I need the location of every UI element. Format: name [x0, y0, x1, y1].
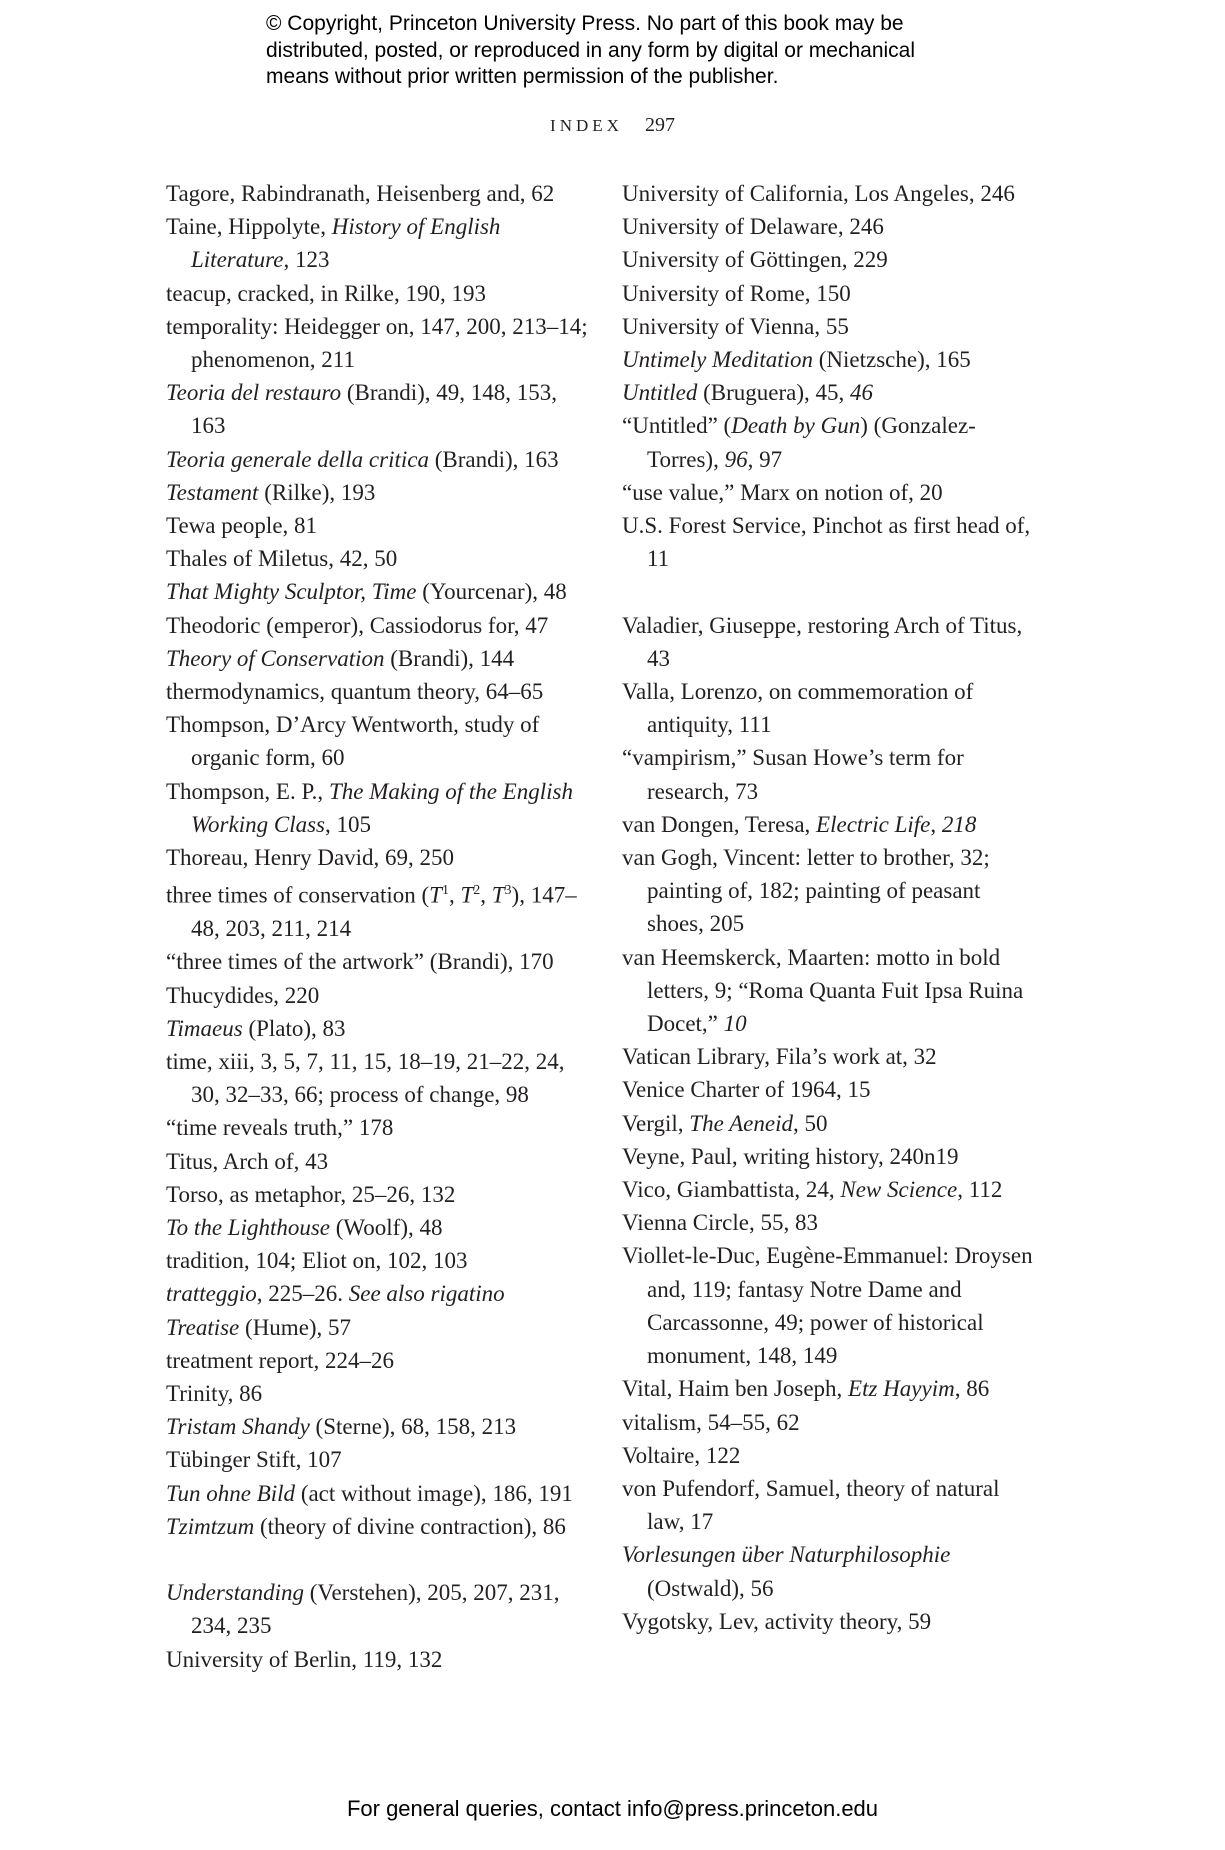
index-entry-text: University of Göttingen, 229 — [622, 247, 888, 273]
index-entry-text: , 123 — [283, 247, 330, 273]
index-entry-text: Thoreau, Henry David, 69, 250 — [166, 845, 455, 871]
index-entry — [622, 1206, 1042, 1239]
index-entry-text: Theodoric (emperor), Cassiodorus for, 47 — [166, 612, 549, 638]
index-entry — [622, 1439, 1042, 1472]
index-entry-text: (Sterne), 68, 158, 213 — [309, 1414, 517, 1440]
index-entry — [622, 675, 1042, 741]
index-entry-text: three times of conservation ( — [166, 882, 430, 908]
index-entry-text: vitalism, 54–55, 62 — [622, 1409, 800, 1435]
index-entry-text: Tewa people, 81 — [166, 513, 318, 539]
index-entry-text: , — [448, 882, 461, 908]
index-entry-text: van Gogh, Vincent: letter to brother, 32; painting of, 182; painting of peasant shoes, 205 — [622, 845, 990, 937]
section-gap — [166, 1543, 596, 1576]
index-entry-text: Valla, Lorenzo, on commemoration of antiquity, 111 — [622, 679, 974, 738]
index-entry-text: , 105 — [324, 811, 371, 837]
index-entry — [166, 1311, 596, 1344]
index-entry-text: Treatise — [166, 1314, 240, 1340]
index-entry — [166, 775, 596, 841]
index-entry — [166, 945, 596, 978]
index-entry-text: New Science — [840, 1177, 958, 1203]
index-entry — [622, 1173, 1042, 1206]
index-entry — [622, 741, 1042, 807]
index-entry-text: Vygotsky, Lev, activity theory, 59 — [622, 1608, 932, 1634]
index-entry — [166, 210, 596, 276]
index-entry-text: Veyne, Paul, writing history, 240n19 — [622, 1143, 959, 1169]
index-entry-text: Vatican Library, Fila’s work at, 32 — [622, 1044, 937, 1070]
index-entry-text: 96 — [724, 446, 748, 472]
running-head-title: INDEX — [550, 116, 623, 135]
index-entry-text: Thucydides, 220 — [166, 982, 320, 1008]
index-entry — [166, 1643, 596, 1676]
index-entry-text: “three times of the artwork” (Brandi), 170 — [166, 949, 554, 975]
index-entry-text: Titus, Arch of, 43 — [166, 1148, 329, 1174]
index-entry — [622, 277, 1042, 310]
index-entry-text: Vital, Haim ben Joseph, — [622, 1376, 849, 1402]
index-entry — [166, 310, 596, 376]
index-entry — [166, 609, 596, 642]
index-entry — [166, 1344, 596, 1377]
index-entry — [622, 1040, 1042, 1073]
index-entry-text: (theory of divine contraction), 86 — [254, 1513, 566, 1539]
index-entry — [166, 874, 596, 945]
index-entry-text: (Brandi), 144 — [384, 645, 515, 671]
copyright-line: means without prior written permission of the publisher. — [266, 65, 779, 88]
index-entry-text: (Yourcenar), 48 — [416, 579, 567, 605]
index-entry-text: Vienna Circle, 55, 83 — [622, 1210, 818, 1236]
index-entry — [166, 1377, 596, 1410]
index-entry — [166, 1277, 596, 1310]
index-entry — [622, 1605, 1042, 1638]
index-entry-text: University of Vienna, 55 — [622, 313, 849, 339]
index-entry — [166, 1178, 596, 1211]
index-entry-text: Teoria del restauro — [166, 380, 342, 406]
index-entry-text: University of Rome, 150 — [622, 280, 851, 306]
index-entry-text: Trinity, 86 — [166, 1380, 263, 1406]
index-entry-text: To the Lighthouse — [166, 1214, 331, 1240]
index-entry-text: See also rigatino — [348, 1281, 505, 1307]
index-entry — [622, 941, 1042, 1041]
index-entry-text: Thompson, D’Arcy Wentworth, study of organic form, 60 — [166, 712, 540, 771]
index-entry-text: Theory of Conservation — [166, 645, 385, 671]
index-entry-text: van Heemskerck, Maarten: motto in bold letters, 9; “Roma Quanta Fuit Ipsa Ruina Docet,” — [622, 944, 1024, 1037]
index-entry-text: , — [480, 882, 492, 908]
copyright-notice — [266, 11, 1006, 91]
index-entry-text: Vergil, — [622, 1110, 690, 1136]
index-entry — [166, 376, 596, 442]
footer-contact: For general queries, contact info@press.princeton.edu — [346, 1796, 879, 1821]
index-entry-text: University of Delaware, 246 — [622, 214, 884, 240]
index-entry — [622, 177, 1042, 210]
index-entry-text: , 112 — [957, 1177, 1003, 1203]
index-entry-text: Death by Gun — [731, 413, 861, 439]
index-entry — [622, 1107, 1042, 1140]
index-entry-text: Vico, Giambattista, 24, — [622, 1177, 841, 1203]
index-entry — [166, 277, 596, 310]
index-entry-text: Testament — [166, 479, 259, 505]
index-entry-text: 3 — [504, 883, 512, 899]
index-entry-text: Untitled — [622, 380, 698, 406]
index-entry-text: time, xiii, 3, 5, 7, 11, 15, 18–19, 21–22, 24, 30, 32–33, 66; process of change, 98 — [166, 1048, 565, 1108]
index-entry — [166, 642, 596, 675]
index-entry — [622, 1239, 1042, 1372]
index-entry — [622, 841, 1042, 941]
index-entry-text: ), 147–48, 203, 211, 214 — [191, 882, 577, 942]
index-entry-text: T — [491, 882, 505, 908]
index-entry — [622, 1406, 1042, 1439]
index-entry-text: van Dongen, Teresa, — [622, 811, 817, 837]
index-entry-text: tratteggio — [166, 1281, 257, 1307]
index-entry — [166, 675, 596, 708]
index-entry-text: The Making of the English Working Class — [191, 778, 573, 837]
index-entry — [166, 509, 596, 542]
index-entry-text: Tagore, Rabindranath, Heisenberg and, 62 — [166, 181, 555, 206]
copyright-line: distributed, posted, or reproduced in any form by digital or mechanical — [266, 38, 916, 62]
index-entry-text: Thales of Miletus, 42, 50 — [166, 546, 398, 572]
index-entry — [622, 210, 1042, 243]
index-entry — [622, 1538, 1042, 1604]
index-entry-text: (Brandi), 163 — [428, 446, 559, 472]
index-entry-text: (Hume), 57 — [239, 1314, 352, 1340]
index-entry-text: Tübinger Stift, 107 — [166, 1447, 342, 1473]
index-entry — [622, 1472, 1042, 1538]
index-entry — [166, 575, 596, 608]
index-entry-text: Taine, Hippolyte, — [166, 214, 332, 240]
index-entry-text: (Brandi), 49, 148, 153, 163 — [191, 380, 557, 439]
index-entry — [166, 476, 596, 509]
index-entry-text: temporality: Heidegger on, 147, 200, 213–14; phenomenon, 211 — [166, 313, 588, 373]
index-entry-text: History of English Literature — [191, 214, 501, 273]
index-entry — [166, 1145, 596, 1178]
index-entry-text: Timaeus — [166, 1015, 243, 1041]
index-column-left — [166, 177, 596, 1676]
index-entry-text: Voltaire, 122 — [622, 1442, 741, 1468]
index-entry-text: (Rilke), 193 — [258, 479, 376, 505]
index-entry-text: thermodynamics, quantum theory, 64–65 — [166, 679, 544, 705]
index-entry-text: , 225–26. — [256, 1281, 349, 1307]
index-entry — [622, 1372, 1042, 1405]
index-entry — [622, 409, 1042, 475]
index-entry-text: Venice Charter of 1964, 15 — [622, 1077, 871, 1103]
index-entry — [166, 1244, 596, 1277]
index-entry — [166, 1012, 596, 1045]
index-entry — [166, 542, 596, 575]
index-entry-text: Etz Hayyim — [848, 1376, 955, 1402]
index-entry-text: Vorlesungen über Naturphilosophie — [622, 1542, 951, 1568]
index-entry — [166, 1477, 596, 1510]
index-entry — [166, 1111, 596, 1144]
running-head — [0, 114, 1225, 137]
index-entry — [622, 243, 1042, 276]
index-entry-text: Understanding — [166, 1580, 304, 1606]
index-entry-text: Viollet-le-Duc, Eugène-Emmanuel: Droysen and, 119; fantasy Notre Dame and Carcassonne, 49; power of historical monument, 148, 149 — [622, 1243, 1033, 1369]
index-entry-text: Tristam Shandy — [166, 1414, 310, 1440]
index-entry — [166, 1211, 596, 1244]
index-entry-text: U.S. Forest Service, Pinchot as first head of, 11 — [622, 513, 1031, 572]
index-entry-text: (Ostwald), 56 — [647, 1575, 774, 1601]
index-entry-text: 218 — [941, 811, 977, 837]
index-entry — [622, 376, 1042, 409]
index-entry-text: 1 — [441, 883, 449, 899]
index-entry — [166, 708, 596, 774]
index-entry — [622, 609, 1042, 675]
index-entry — [166, 1410, 596, 1443]
index-entry-text: Thompson, E. P., — [166, 778, 329, 804]
index-entry-text: “time reveals truth,” 178 — [166, 1115, 394, 1141]
index-entry-text: Teoria generale della critica — [166, 446, 429, 472]
copyright-line: © Copyright, Princeton University Press. No part of this book may be — [266, 12, 904, 35]
index-entry — [622, 310, 1042, 343]
index-entry-text: (Nietzsche), 165 — [813, 347, 971, 373]
index-entry-text: 2 — [473, 883, 481, 899]
index-entry-text: (Plato), 83 — [242, 1015, 346, 1041]
index-entry-text: 46 — [850, 380, 874, 406]
index-entry-text: That Mighty Sculptor, Time — [166, 579, 417, 605]
index-entry — [166, 1576, 596, 1642]
page-number: 297 — [644, 114, 675, 136]
index-entry — [622, 1140, 1042, 1173]
index-entry — [622, 509, 1042, 575]
index-entry-text: Electric Life — [816, 811, 931, 837]
index-entry-text: 10 — [723, 1011, 747, 1037]
index-entry-text: (Bruguera), 45, — [697, 380, 851, 406]
index-entry — [166, 979, 596, 1012]
index-entry-text: , 50 — [793, 1110, 828, 1136]
index-entry — [166, 841, 596, 874]
index-entry-text: ) (Gonzalez-Torres), — [647, 413, 976, 472]
index-entry-text: University of Berlin, 119, 132 — [166, 1646, 443, 1672]
index-entry — [166, 177, 596, 210]
index-entry — [622, 476, 1042, 509]
index-entry — [166, 1045, 596, 1111]
index-entry-text: (act without image), 186, 191 — [295, 1480, 573, 1506]
index-entry-text: Valadier, Giuseppe, restoring Arch of Titus, 43 — [622, 612, 1023, 671]
index-entry-text: teacup, cracked, in Rilke, 190, 193 — [166, 280, 486, 306]
index-entry — [622, 343, 1042, 376]
index-entry-text: , 86 — [954, 1376, 990, 1402]
index-entry — [166, 1443, 596, 1476]
index-entry-text: Tun ohne Bild — [166, 1480, 296, 1506]
index-entry-text: “use value,” Marx on notion of, 20 — [622, 479, 943, 505]
index-entry-text: T — [460, 882, 474, 908]
index-entry-text: Untimely Meditation — [622, 347, 813, 373]
index-entry-text: Tzimtzum — [166, 1513, 255, 1539]
index-entry-text: Torso, as metaphor, 25–26, 132 — [166, 1181, 456, 1207]
index-entry — [622, 808, 1042, 841]
index-entry-text: (Verstehen), 205, 207, 231, 234, 235 — [191, 1580, 560, 1639]
index-entry — [622, 1073, 1042, 1106]
index-entry-text: “Untitled” ( — [622, 413, 732, 439]
index-entry-text: tradition, 104; Eliot on, 102, 103 — [166, 1248, 468, 1274]
index-column-right — [622, 177, 1042, 1638]
index-entry-text: “vampirism,” Susan Howe’s term for research, 73 — [622, 745, 964, 804]
section-gap — [622, 575, 1042, 608]
index-entry-text: treatment report, 224–26 — [166, 1347, 395, 1373]
index-entry — [166, 443, 596, 476]
index-entry-text: von Pufendorf, Samuel, theory of natural law, 17 — [622, 1475, 1000, 1535]
index-entry-text: , — [930, 811, 942, 837]
index-entry-text: , 97 — [747, 446, 783, 472]
index-entry-text: T — [429, 882, 442, 908]
index-entry-text: (Woolf), 48 — [330, 1214, 443, 1240]
index-entry-text: The Aeneid — [689, 1110, 793, 1136]
index-entry-text: University of California, Los Angeles, 246 — [622, 181, 1015, 206]
index-entry — [166, 1510, 596, 1543]
